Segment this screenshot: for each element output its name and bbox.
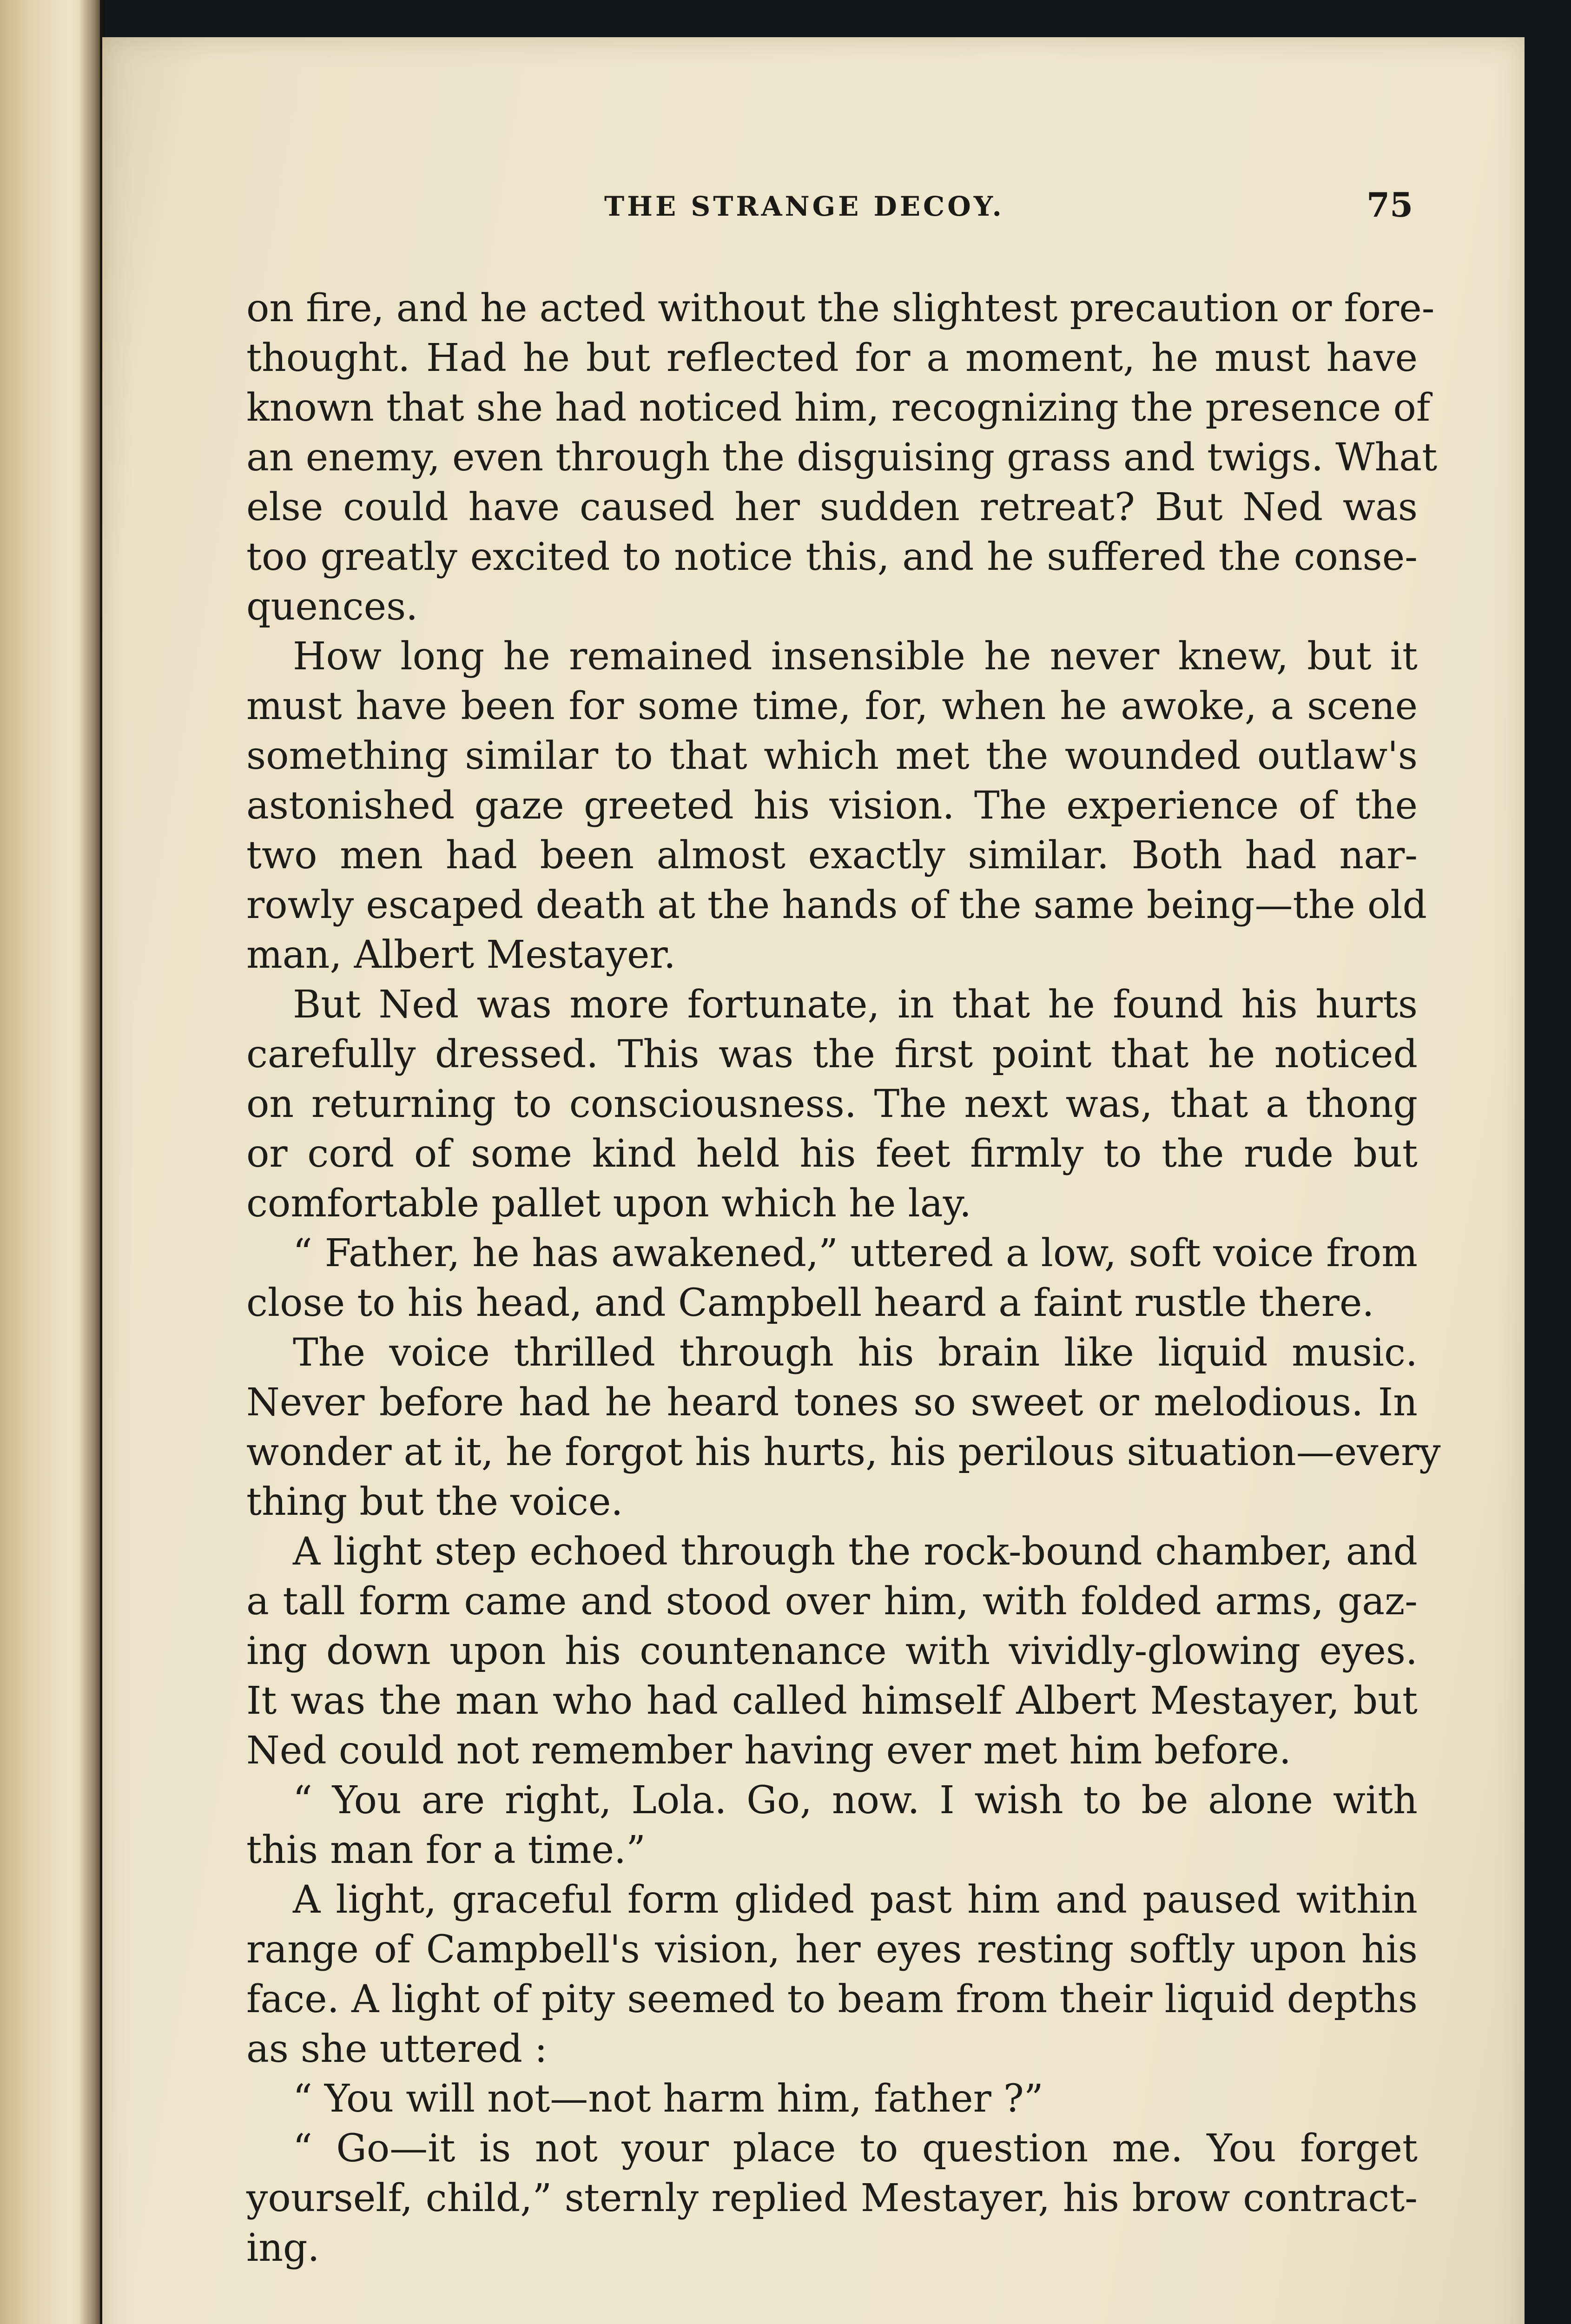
text-line: “ You are right, Lola. Go, now. I wish to be alone with xyxy=(293,1778,1418,1822)
text-line: this man for a time.” xyxy=(246,1828,646,1872)
text-line: must have been for some time, for, when he awoke, a scene xyxy=(246,684,1418,728)
book-page xyxy=(102,37,1525,2324)
text-line: or cord of some kind held his feet firmly to the rude but xyxy=(246,1132,1418,1176)
paragraph xyxy=(246,2124,1418,2273)
text-line: man, Albert Mestayer. xyxy=(246,933,676,977)
paragraph xyxy=(246,284,1438,632)
text-line: an enemy, even through the disguising grass and twigs. What xyxy=(246,436,1438,480)
text-line: something similar to that which met the wounded outlaw's xyxy=(246,734,1418,778)
text-line: comfortable pallet upon which he lay. xyxy=(246,1182,972,1226)
text-line: astonished gaze greeted his vision. The experience of the xyxy=(246,784,1418,828)
text-line: else could have caused her sudden retreat? But Ned was xyxy=(246,485,1418,529)
text-line: known that she had noticed him, recognizing the presence of xyxy=(246,386,1431,430)
text-line: too greatly excited to notice this, and he suffered the conse- xyxy=(246,535,1418,579)
paragraph xyxy=(246,980,1418,1228)
book-gutter xyxy=(79,0,105,2324)
text-line: “ Father, he has awakened,” uttered a low, soft voice from xyxy=(293,1231,1418,1275)
text-line: ing down upon his countenance with vividly-glowing eyes. xyxy=(246,1629,1418,1673)
text-line: ing. xyxy=(246,2226,320,2270)
text-line: quences. xyxy=(246,585,418,629)
text-line: yourself, child,” sternly replied Mestayer, his brow contract- xyxy=(246,2176,1418,2220)
text-line: The voice thrilled through his brain like liquid music. xyxy=(293,1331,1418,1375)
text-line: two men had been almost exactly similar. Both had nar- xyxy=(246,833,1418,878)
paragraph xyxy=(246,1776,1418,1875)
text-line: How long he remained insensible he never knew, but it xyxy=(293,634,1418,679)
paragraph xyxy=(246,1328,1441,1527)
text-line: face. A light of pity seemed to beam from their liquid depths xyxy=(246,1977,1418,2021)
running-head: THE STRANGE DECOY. xyxy=(604,191,1004,222)
page-number: 75 xyxy=(1366,185,1413,224)
paragraph xyxy=(246,1228,1418,1328)
text-line: A light step echoed through the rock-bound chamber, and xyxy=(293,1530,1418,1574)
text-line: on fire, and he acted without the slightest precaution or fore- xyxy=(246,286,1435,330)
body-text xyxy=(246,284,1441,2273)
text-line: Ned could not remember having ever met him before. xyxy=(246,1729,1291,1773)
text-line: Never before had he heard tones so sweet or melodious. In xyxy=(246,1380,1418,1425)
text-line: “ Go—it is not your place to question me. You forget xyxy=(293,2126,1418,2171)
text-line: thought. Had he but reflected for a moment, he must have xyxy=(246,336,1418,380)
paragraph xyxy=(246,632,1427,980)
paragraph xyxy=(246,1875,1418,2074)
text-line: thing but the voice. xyxy=(246,1480,623,1524)
text-line: But Ned was more fortunate, in that he found his hurts xyxy=(293,983,1418,1027)
text-line: rowly escaped death at the hands of the same being—the old xyxy=(246,883,1427,927)
text-line: “ You will not—not harm him, father ?” xyxy=(293,2077,1043,2121)
text-line: close to his head, and Campbell heard a faint rustle there. xyxy=(246,1281,1374,1325)
text-line: It was the man who had called himself Albert Mestayer, but xyxy=(246,1679,1418,1723)
text-line: a tall form came and stood over him, with folded arms, gaz- xyxy=(246,1579,1418,1624)
text-line: A light, graceful form glided past him and paused within xyxy=(293,1878,1418,1922)
text-line: on returning to consciousness. The next was, that a thong xyxy=(246,1082,1418,1126)
text-line: as she uttered : xyxy=(246,2027,548,2071)
paragraph xyxy=(246,2074,1418,2124)
text-line: carefully dressed. This was the first point that he noticed xyxy=(246,1032,1418,1076)
paragraph xyxy=(246,1527,1418,1776)
text-line: wonder at it, he forgot his hurts, his perilous situation—every xyxy=(246,1430,1441,1474)
text-line: range of Campbell's vision, her eyes resting softly upon his xyxy=(246,1928,1418,1972)
